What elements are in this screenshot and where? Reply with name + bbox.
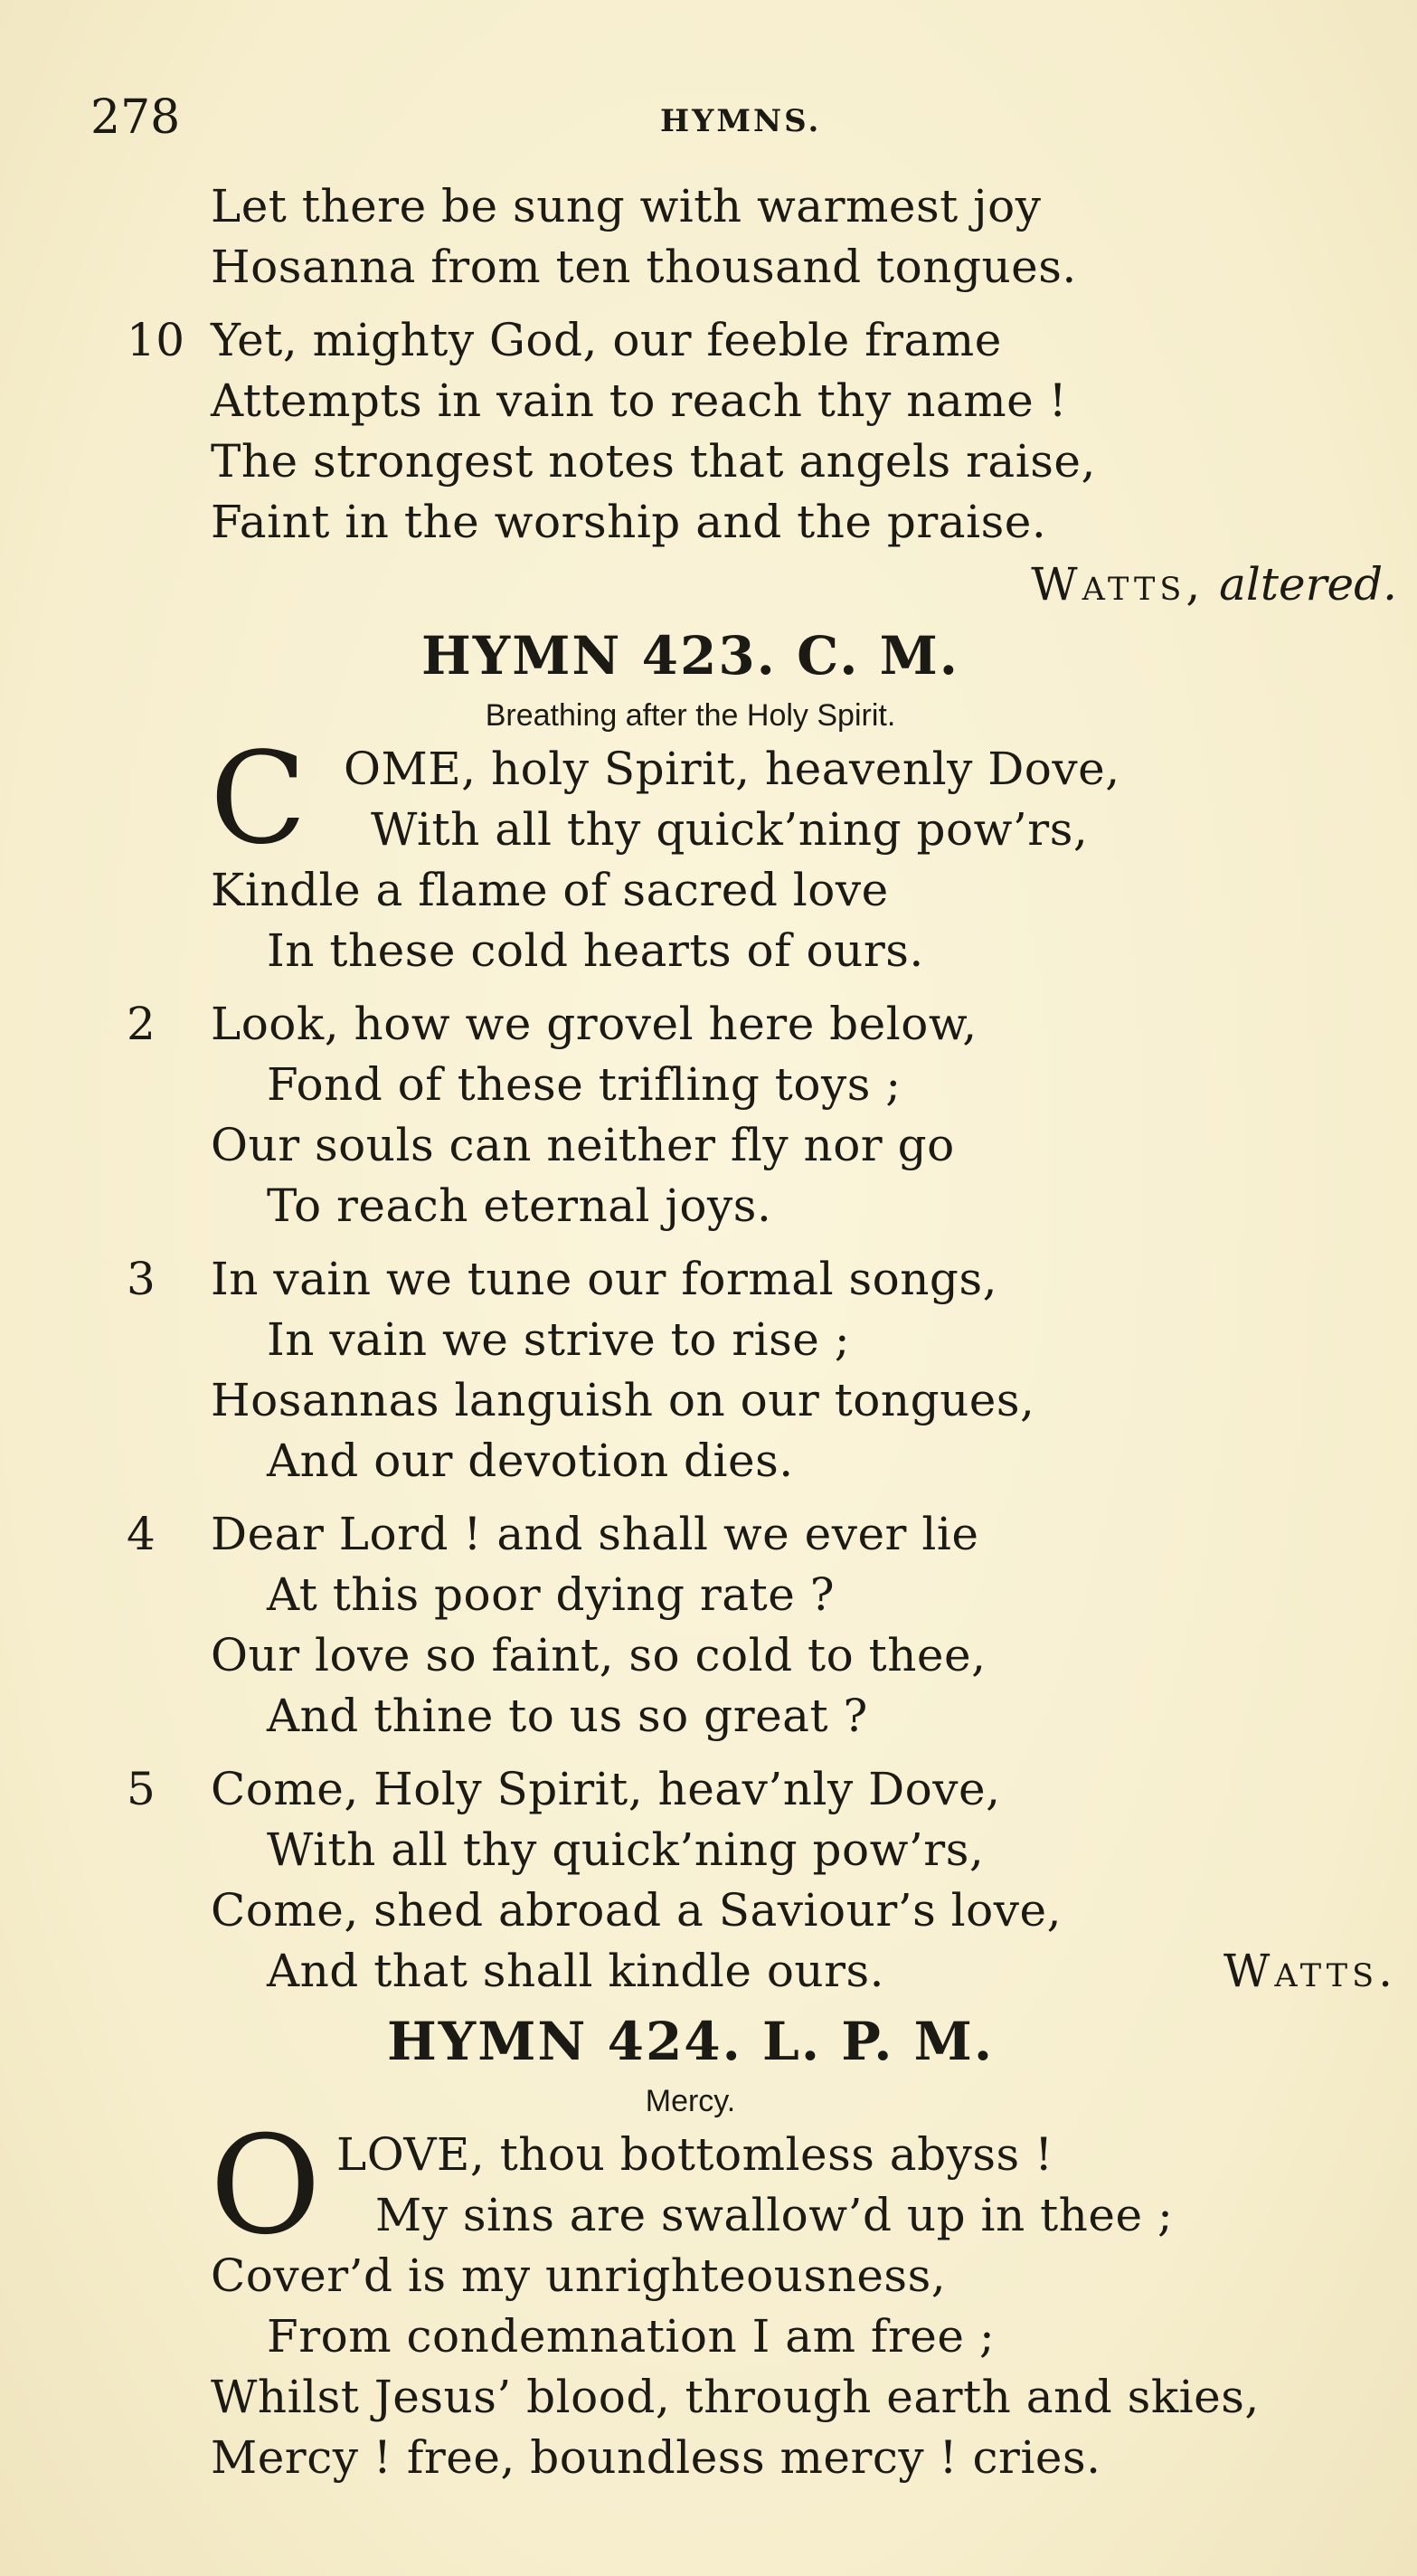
verse-line-text: And that shall kindle ours. xyxy=(267,1945,885,1997)
stanza xyxy=(0,2107,1417,2488)
drop-cap: C xyxy=(210,725,307,873)
stanza xyxy=(0,994,1417,1236)
verse-line: From condemnation I am free ; xyxy=(267,2310,996,2363)
stanza-number: 4 xyxy=(127,1508,156,1560)
verse-line: Let there be sung with warmest joy xyxy=(211,180,1042,232)
stanza-number: 3 xyxy=(127,1253,156,1305)
verse-line: Kindle a flame of sacred love xyxy=(211,864,889,916)
stanza-number: 5 xyxy=(127,1763,156,1815)
verse-line: With all thy quick’ning pow’rs, xyxy=(267,1823,985,1876)
verse-line xyxy=(0,994,1417,1055)
hymn-title: HYMN 424. L. P. M. xyxy=(386,2011,995,2072)
verse-line xyxy=(0,1504,1417,1565)
hymn-subtitle: Breathing after the Holy Spirit. xyxy=(485,698,896,733)
running-head: HYMNS. xyxy=(660,103,822,139)
verse-line: In these cold hearts of ours. xyxy=(267,924,924,977)
verse-line: To reach eternal joys. xyxy=(267,1179,772,1232)
verse-line: LOVE, thou bottomless abyss ! xyxy=(336,2128,1053,2181)
verse-line: OME, holy Spirit, heavenly Dove, xyxy=(344,743,1120,795)
verse-line xyxy=(0,1249,1417,1310)
verse-line xyxy=(0,1759,1417,1820)
attribution-author: Watts, xyxy=(1031,558,1205,611)
stanza-number: 2 xyxy=(127,998,156,1050)
verse-line: Hosannas languish on our tongues, xyxy=(211,1374,1035,1426)
verse-line-text: In vain we tune our formal songs, xyxy=(211,1253,997,1305)
verse-line: Faint in the worship and the praise. xyxy=(211,496,1047,548)
verse-line: And our devotion dies. xyxy=(267,1435,794,1487)
verse-line: Attempts in vain to reach thy name ! xyxy=(211,374,1068,427)
stanza xyxy=(0,1759,1417,2002)
verse-line-text: Dear Lord ! and shall we ever lie xyxy=(211,1508,979,1560)
page-content xyxy=(0,176,1417,2488)
attribution xyxy=(0,553,1417,616)
verse-line-text: Yet, mighty God, our feeble frame xyxy=(211,314,1002,366)
hymn-subtitle: Mercy. xyxy=(645,2084,736,2118)
page-header xyxy=(0,90,1417,145)
verse-line-text: Look, how we grovel here below, xyxy=(211,998,978,1050)
verse-line: Whilst Jesus’ blood, through earth and skies, xyxy=(211,2371,1260,2423)
verse-line: Cover’d is my unrighteousness, xyxy=(211,2249,947,2302)
verse-line: My sins are swallow’d up in thee ; xyxy=(375,2189,1174,2241)
verse-line: Mercy ! free, boundless mercy ! cries. xyxy=(211,2431,1101,2484)
verse-line: With all thy quick’ning pow’rs, xyxy=(371,803,1089,856)
verse-line xyxy=(0,1941,1417,2002)
verse-line: Our love so faint, so cold to thee, xyxy=(211,1629,987,1681)
verse-line: Our souls can neither fly nor go xyxy=(211,1119,955,1171)
page-number: 278 xyxy=(90,90,181,145)
verse-line: In vain we strive to rise ; xyxy=(267,1313,851,1366)
verse-line: At this poor dying rate ? xyxy=(267,1568,836,1621)
stanza xyxy=(0,1249,1417,1492)
verse-line-text: Come, Holy Spirit, heav’nly Dove, xyxy=(211,1763,1001,1815)
stanza-number: 10 xyxy=(127,314,185,366)
verse-line: And thine to us so great ? xyxy=(267,1690,868,1742)
verse-line: Fond of these trifling toys ; xyxy=(267,1058,902,1111)
attribution-author: Watts. xyxy=(1223,1945,1397,1997)
drop-cap: O xyxy=(210,2107,321,2265)
stanza xyxy=(0,1504,1417,1747)
verse-line: Come, shed abroad a Saviour’s love, xyxy=(211,1884,1063,1937)
verse-line: The strongest notes that angels raise, xyxy=(211,435,1096,488)
stanza xyxy=(0,725,1417,981)
verse-line: Hosanna from ten thousand tongues. xyxy=(211,241,1077,293)
verse-line xyxy=(0,310,1417,371)
hymn-title: HYMN 423. C. M. xyxy=(421,625,959,687)
attribution-note: altered. xyxy=(1219,558,1397,611)
